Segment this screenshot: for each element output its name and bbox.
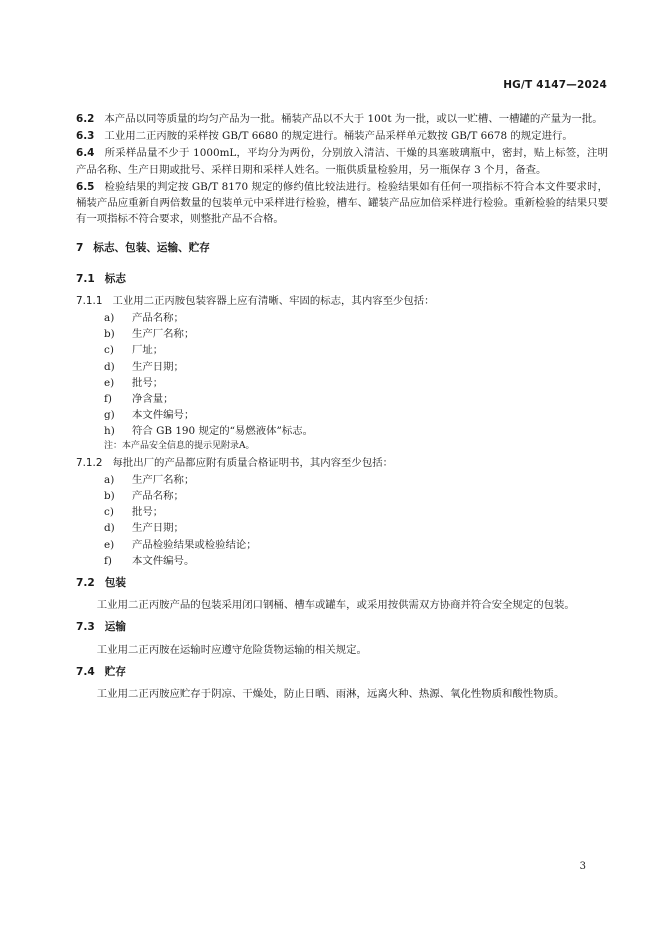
list-label: g): [104, 409, 115, 422]
clause-text: 所采样品量不少于 1000mL，平均分为两份，分别放入清洁、干燥的具塞玻璃瓶中，密封，贴上标签，注明产品名称、生产日期或批号、采样日期和采样人姓名。一瓶供质量检验用，另一瓶保存 3 个月，备查。: [76, 147, 608, 176]
page-number: 3: [579, 861, 586, 872]
list-text: 厂址；: [132, 344, 164, 357]
clause-number: 6.4: [76, 147, 95, 160]
section-number: 7: [76, 242, 84, 255]
clause-text: 本产品以同等质量的均匀产品为一批。桶装产品以不大于 100t 为一批，或以一贮槽、一槽罐的产量为一批。: [104, 113, 603, 125]
clause-text: 工业用二正丙胺包装容器上应有清晰、牢固的标志，其内容至少包括：: [112, 294, 435, 307]
list-label: a): [104, 312, 115, 325]
section-7-2-heading: [76, 575, 608, 591]
list-item: [76, 407, 608, 423]
list-text: 批号；: [132, 376, 164, 389]
clause-number: 7.1.2: [76, 456, 103, 469]
list-text: 生产厂名称；: [132, 328, 195, 341]
section-title: 标志: [104, 272, 126, 285]
list-text: 产品名称；: [132, 312, 184, 325]
clause-7-1-1: [76, 293, 608, 309]
list-text: 生产日期；: [132, 360, 184, 373]
section-7-3-heading: [76, 619, 608, 635]
document-body: [76, 111, 608, 703]
list-item: [76, 488, 608, 504]
standard-code: HG/T 4147—2024: [503, 79, 607, 91]
list-text: 本文件编号。: [132, 554, 195, 567]
section-number: 7.1: [76, 272, 95, 285]
list-text: 生产日期；: [132, 522, 184, 535]
clause-text: 每批出厂的产品都应附有质量合格证明书，其内容至少包括：: [112, 456, 393, 469]
list-label: b): [104, 490, 115, 503]
storage-text: 工业用二正丙胺应贮存于阴凉、干燥处，防止日晒、雨淋，远离火种、热源、氧化性物质和酸性物质。: [96, 688, 565, 701]
section-7-1-heading: [76, 271, 608, 287]
list-text: 净含量；: [132, 393, 174, 406]
list-item: [76, 359, 608, 375]
note: 注：本产品安全信息的提示见附录A。: [104, 440, 255, 451]
clause-text: 工业用二正丙胺的采样按 GB/T 6680 的规定进行。桶装产品采样单元数按 GB/T 6678 的规定进行。: [104, 130, 573, 143]
list-label: a): [104, 473, 115, 486]
clause-number: 6.3: [76, 130, 95, 143]
list-label: e): [104, 538, 115, 551]
section-7-heading: [76, 240, 608, 256]
section-title: 运输: [104, 621, 126, 634]
list-label: c): [104, 344, 114, 357]
clause-text: 检验结果的判定按 GB/T 8170 规定的修约值比较法进行。检验结果如有任何一项指标不符合本文件要求时，桶装产品应重新自两倍数量的包装单元中采样进行检验，槽车、罐装产品应加倍采样进行检验。重新检验的结果只要有一项指标不符合要求，则整批产品不合格。: [76, 180, 608, 226]
list-label: c): [104, 506, 114, 519]
list-item: [76, 472, 608, 488]
list-text: 批号；: [132, 506, 164, 519]
list-item: [76, 423, 608, 439]
packaging-text: 工业用二正丙胺产品的包装采用闭口钢桶、槽车或罐车，或采用按供需双方协商并符合安全规定的包装。: [96, 599, 575, 612]
list-item: [76, 342, 608, 358]
section-7-4-heading: [76, 664, 608, 680]
section-title: 包装: [104, 577, 126, 590]
list-item: [76, 537, 608, 553]
list-text: 本文件编号；: [132, 409, 195, 422]
list-label: h): [104, 425, 115, 438]
list-label: f): [104, 554, 112, 567]
list-item: [76, 520, 608, 536]
list-item: [76, 310, 608, 326]
marking-list: [76, 310, 608, 440]
list-text: 生产厂名称；: [132, 473, 195, 486]
list-item: [76, 375, 608, 391]
list-item: [76, 326, 608, 342]
list-label: d): [104, 522, 115, 535]
list-item: [76, 504, 608, 520]
clause-6-4: [76, 145, 608, 177]
section-title: 贮存: [104, 665, 126, 678]
transport-text: 工业用二正丙胺在运输时应遵守危险货物运输的相关规定。: [96, 643, 367, 656]
clause-number: 7.1.1: [76, 294, 103, 307]
certificate-list: [76, 472, 608, 569]
clause-6-2: [76, 111, 608, 127]
list-label: e): [104, 376, 115, 389]
clause-7-1-2: [76, 455, 608, 471]
list-text: 符合 GB 190 规定的“易燃液体”标志。: [132, 425, 313, 438]
clause-6-5: [76, 179, 608, 228]
list-text: 产品检验结果或检验结论；: [132, 538, 257, 551]
section-number: 7.2: [76, 577, 95, 590]
list-text: 产品名称；: [132, 490, 184, 503]
list-item: [76, 553, 608, 569]
section-number: 7.4: [76, 665, 95, 678]
clause-number: 6.5: [76, 180, 95, 193]
list-label: b): [104, 328, 115, 341]
list-item: [76, 391, 608, 407]
section-title: 标志、包装、运输、贮存: [93, 242, 210, 255]
section-number: 7.3: [76, 621, 95, 634]
list-label: d): [104, 360, 115, 373]
list-label: f): [104, 393, 112, 406]
clause-6-3: [76, 128, 608, 144]
clause-number: 6.2: [76, 113, 95, 125]
